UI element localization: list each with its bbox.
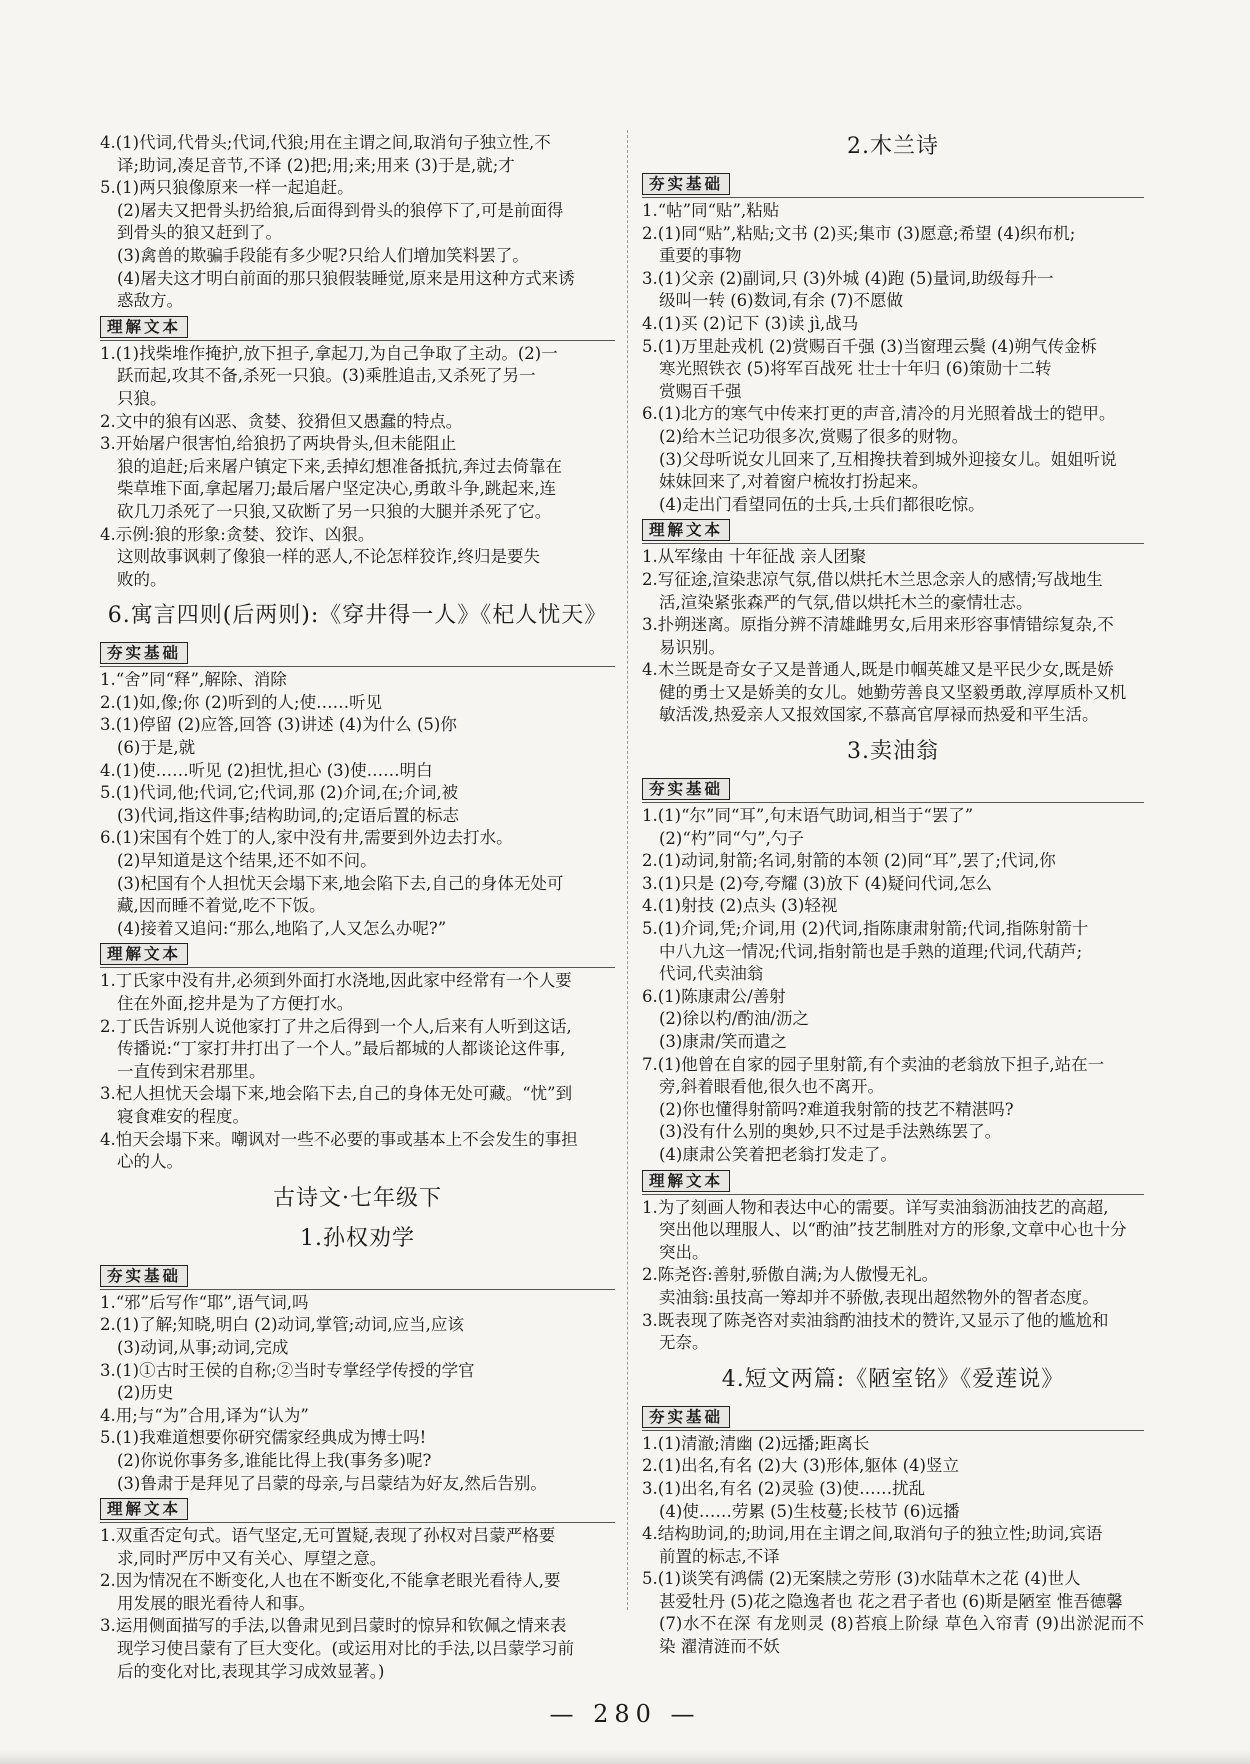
- answer-line: 2.丁氏告诉别人说他家打了井之后得到一个人,后来有人听到这话,: [100, 1016, 572, 1036]
- answer-line: 4.用;与“为”合用,译为“认为”: [100, 1405, 309, 1425]
- answer-line: (3)动词,从事;动词,完成: [117, 1337, 289, 1357]
- answer-line: (2)你说你事务多,谁能比得上我(事务多)呢?: [117, 1450, 432, 1470]
- answer-line: 卖油翁:虽技高一筹却并不骄傲,表现出超然物外的智者态度。: [659, 1287, 1099, 1307]
- answer-line: (2)给木兰记功很多次,赏赐了很多的财物。: [659, 426, 969, 446]
- answer-line: 6.(1)宋国有个姓丁的人,家中没有井,需要到外边去打水。: [100, 828, 513, 848]
- answer-line: 惑敌方。: [117, 291, 183, 311]
- answer-line: 1.(1)找柴堆作掩护,放下担子,拿起刀,为自己争取了主动。(2)一: [100, 343, 558, 363]
- answer-line: 级叫一转 (6)数词,有余 (7)不愿做: [659, 291, 903, 311]
- answer-line: (3)禽兽的欺骗手段能有多少呢?只给人们增加笑料罢了。: [117, 245, 529, 265]
- answer-line: 前置的标志,不译: [659, 1546, 780, 1566]
- answer-line: 3.(1)①古时王侯的自称;②当时专掌经学传授的学官: [100, 1360, 475, 1380]
- section-rule: [100, 639, 615, 667]
- right-column: [642, 132, 1144, 1659]
- answer-line: 2.写征途,渲染悲凉气氛,借以烘托木兰思念亲人的感情;写战地生: [642, 569, 1103, 589]
- answer-line: 无奈。: [659, 1333, 709, 1353]
- section-rule: [642, 775, 1144, 803]
- answer-line: (7)水不在深 有龙则灵 (8)苔痕上阶绿 草色入帘青 (9)出淤泥而不染 濯清涟而不妖: [659, 1614, 1144, 1657]
- section-title-mulan: 2.木兰诗: [847, 134, 939, 159]
- answer-line: (4)接着又追问:“那么,地陷了,人又怎么办呢?”: [117, 918, 447, 938]
- answer-line: 一直传到宋君那里。: [117, 1061, 266, 1081]
- answer-line: 藏,因而睡不着觉,吃不下饭。: [117, 896, 326, 916]
- section-rule: [642, 1403, 1144, 1431]
- answer-line: 用发展的眼光看待人和事。: [117, 1593, 315, 1613]
- lijie-list: [100, 343, 615, 592]
- section-label-lijie: 理解文本: [642, 1170, 730, 1192]
- answer-line: 易识别。: [659, 637, 725, 657]
- answer-line: 健的勇士又是娇美的女儿。她勤劳善良又坚毅勇敢,淳厚质朴又机: [659, 682, 1127, 702]
- section-label-lijie: 理解文本: [100, 1498, 188, 1520]
- answer-line: 活,渲染紧张森严的气氛,借以烘托木兰的豪情壮志。: [659, 592, 1033, 612]
- section-rule: [100, 1495, 615, 1523]
- answer-line: 3.既表现了陈尧咨对卖油翁酌油技术的赞许,又显示了他的尴尬和: [642, 1310, 1109, 1330]
- answer-line: 5.(1)介词,凭;介词,用 (2)代词,指陈康肃射箭;代词,指陈射箭十: [642, 919, 1089, 939]
- section-rule: [642, 516, 1144, 544]
- answer-line: 传播说:“丁家打井打出了一个人。”最后都城的人都谈论这件事,: [117, 1039, 566, 1059]
- answer-line: 3.运用侧面描写的手法,以鲁肃见到吕蒙时的惊异和钦佩之情来表: [100, 1616, 567, 1636]
- answer-line: 1.丁氏家中没有井,必须到外面打水浇地,因此家中经常有一个人要: [100, 971, 572, 991]
- answer-line: (6)于是,就: [117, 738, 196, 758]
- answer-line: 3.(1)只是 (2)夸,夸耀 (3)放下 (4)疑问代词,怎么: [642, 873, 992, 893]
- section-rule: [100, 940, 615, 968]
- answer-line: 这则故事讽刺了像狼一样的恶人,不论怎样狡诈,终归是要失: [117, 547, 540, 567]
- section-label-hangshi: 夯实基础: [642, 778, 730, 800]
- answer-line: 砍几刀杀死了一只狼,又砍断了另一只狼的大腿并杀死了它。: [117, 501, 552, 521]
- section-label-lijie: 理解文本: [100, 943, 188, 965]
- section-rule: [100, 313, 615, 341]
- answer-line: (3)康肃/笑而遣之: [659, 1032, 787, 1051]
- answer-line: (2)“杓”同“勺”,勺子: [659, 828, 804, 848]
- answer-line: 2.文中的狼有凶恶、贪婪、狡猾但又愚蠢的特点。: [100, 411, 463, 431]
- section-rule: [642, 170, 1144, 198]
- answer-line: 5.(1)万里赴戎机 (2)赏赐百千强 (3)当窗理云鬓 (4)朔气传金柝: [642, 336, 1097, 356]
- answer-line: (2)徐以杓/酌油/沥之: [659, 1009, 809, 1029]
- answer-line: 4.(1)使……听见 (2)担忧,担心 (3)使……明白: [100, 760, 433, 780]
- answer-line: (4)屠夫这才明白前面的那只狼假装睡觉,原来是用这种方式来诱: [117, 268, 575, 288]
- answer-line: 赏赐百千强: [659, 381, 742, 401]
- answer-line: (2)屠夫又把骨头扔给狼,后面得到骨头的狼停下了,可是前面得: [117, 200, 564, 220]
- lijie-list: [100, 970, 615, 1173]
- answer-line: 1.(1)“尔”同“耳”,句末语气助词,相当于“罢了”: [642, 806, 974, 826]
- answer-line: (2)早知道是这个结果,还不如不问。: [117, 851, 377, 871]
- section-label-lijie: 理解文本: [100, 316, 188, 338]
- grade-title: 古诗文·七年级下: [273, 1185, 442, 1211]
- answer-line: 3.(1)出名,有名 (2)灵验 (3)使……扰乱: [642, 1478, 926, 1498]
- lijie-list: [100, 1525, 615, 1683]
- section-label-hangshi: 夯实基础: [642, 173, 730, 195]
- hangshi-list: [100, 1292, 615, 1495]
- left-column: [100, 132, 615, 1683]
- answer-line: (4)康肃公笑着把老翁打发走了。: [659, 1144, 897, 1164]
- lijie-list: [642, 1197, 1144, 1355]
- answer-line: 2.(1)同“贴”,粘贴;文书 (2)买;集市 (3)愿意;希望 (4)织布机;: [642, 223, 1076, 243]
- answer-line: 狼的追赶;后来屠户镇定下来,丢掉幻想准备抵抗,奔过去倚靠在: [117, 456, 563, 476]
- answer-line: 1.“邪”后写作“耶”,语气词,吗: [100, 1292, 309, 1312]
- answer-line: 寒光照铁衣 (5)将军百战死 壮士十年归 (6)策勋十二转: [659, 359, 1052, 379]
- answer-line: (4)走出门看望同伍的士兵,士兵们都很吃惊。: [659, 494, 985, 514]
- answer-line: 5.(1)谈笑有鸿儒 (2)无案牍之劳形 (3)水陆草木之花 (4)世人: [642, 1569, 1081, 1589]
- section-label-hangshi: 夯实基础: [642, 1406, 730, 1428]
- answer-line: 1.(1)清澈;清幽 (2)远播;距离长: [642, 1433, 870, 1453]
- answer-line: 3.(1)停留 (2)应答,回答 (3)讲述 (4)为什么 (5)你: [100, 715, 457, 735]
- answer-line: 4.结构助词,的;助词,用在主谓之间,取消句子的独立性;助词,宾语: [642, 1524, 1103, 1544]
- hangshi-list: [642, 200, 1144, 516]
- answer-line: 3.(1)父亲 (2)副词,只 (3)外城 (4)跑 (5)量词,助级每升一: [642, 268, 1054, 288]
- answer-line: (4)使……劳累 (5)生枝蔓;长枝节 (6)远播: [659, 1501, 960, 1521]
- answer-line: 4.(1)代词,代骨头;代词,代狼;用在主谓之间,取消句子独立性,不: [100, 133, 551, 152]
- answer-line: 甚爱牡丹 (5)花之隐逸者也 花之君子者也 (6)斯是陋室 惟吾德馨: [659, 1591, 1123, 1611]
- answer-line: 求,同时严厉中又有关心、厚望之意。: [117, 1548, 387, 1568]
- answer-line: 1.“舍”同“释”,解除、消除: [100, 670, 287, 690]
- answer-line: 现学习使吕蒙有了巨大变化。(或运用对比的手法,以吕蒙学习前: [117, 1639, 575, 1659]
- answer-line: 后的变化对比,表现其学习成效显著。): [117, 1661, 385, 1681]
- answer-line: (3)杞国有个人担忧天会塌下来,地会陷下去,自己的身体无处可: [117, 873, 564, 893]
- column-divider: [627, 130, 628, 1610]
- answer-line: 寝食难安的程度。: [117, 1106, 249, 1126]
- answer-line: 5.(1)我难道想要你研究儒家经典成为博士吗!: [100, 1428, 427, 1448]
- answer-line: 1.从军缘由 十年征战 亲人团聚: [642, 547, 867, 567]
- answer-line: 2.因为情况在不断变化,人也在不断变化,不能拿老眼光看待人,要: [100, 1571, 561, 1591]
- section-title-loushiming: 4.短文两篇:《陋室铭》《爱莲说》: [721, 1366, 1065, 1392]
- answer-line: 4.(1)买 (2)记下 (3)读 jì,战马: [642, 313, 859, 333]
- answer-line: 1.“帖”同“贴”,粘贴: [642, 201, 780, 220]
- section-title-fable: 6.寓言四则(后两则):《穿井得一人》《杞人忧天》: [107, 603, 608, 629]
- answer-line: 2.(1)了解;知晓,明白 (2)动词,掌管;动词,应当,应该: [100, 1315, 464, 1335]
- answer-line: (3)代词,指这件事;结构助词,的;定语后置的标志: [117, 805, 459, 825]
- answer-line: 4.示例:狼的形象:贪婪、狡诈、凶狠。: [100, 524, 375, 544]
- hangshi-list: [642, 805, 1144, 1167]
- section-title-sunquan: 1.孙权劝学: [300, 1225, 415, 1251]
- answer-line: 3.开始屠户很害怕,给狼扔了两块骨头,但未能阻止: [100, 434, 457, 454]
- answer-line: 代词,代卖油翁: [659, 964, 764, 984]
- answer-line: 3.杞人担忧天会塌下来,地会陷下去,自己的身体无处可藏。“忧”到: [100, 1084, 573, 1104]
- answer-line: 5.(1)代词,他;代词,它;代词,那 (2)介词,在;介词,被: [100, 783, 459, 803]
- answer-line: 译;助词,凑足音节,不译 (2)把;用;来;用来 (3)于是,就;才: [117, 155, 515, 175]
- answer-line: 中八九这一情况;代词,指射箭也是手熟的道理;代词,代葫芦;: [659, 941, 1083, 961]
- section-title-maiyouweng: 3.卖油翁: [847, 739, 939, 765]
- answer-line: 7.(1)他曾在自家的园子里射箭,有个卖油的老翁放下担子,站在一: [642, 1054, 1105, 1074]
- answer-line: 6.(1)北方的寒气中传来打更的声音,清冷的月光照着战士的铠甲。: [642, 404, 1116, 424]
- page-bottom-shadow: [0, 1750, 1250, 1764]
- answer-line: 2.(1)出名,有名 (2)大 (3)形体,躯体 (4)竖立: [642, 1456, 959, 1476]
- answer-line: 妹妹回来了,对着窗户梳妆打扮起来。: [659, 472, 929, 492]
- hangshi-list: [100, 669, 615, 940]
- answer-line: 敏活泼,热爱亲人又报效国家,不慕高官厚禄而热爱和平生活。: [659, 705, 1099, 725]
- section-rule: [100, 1262, 615, 1290]
- answer-line: 只狼。: [117, 388, 167, 408]
- answer-line: 2.(1)动词,射箭;名词,射箭的本领 (2)同“耳”,罢了;代词,你: [642, 851, 1056, 871]
- answer-line: 跃而起,攻其不备,杀死一只狼。(3)乘胜追击,又杀死了另一: [117, 366, 536, 386]
- section-label-hangshi: 夯实基础: [100, 642, 188, 664]
- answer-line: 败的。: [117, 569, 167, 589]
- page-number: — 280 —: [549, 1700, 701, 1728]
- answer-line: 到骨头的狼又赶到了。: [117, 223, 282, 243]
- answer-line: 柴草堆下面,拿起屠刀;最后屠户坚定决心,勇敢斗争,跳起来,连: [117, 479, 557, 499]
- section-label-hangshi: 夯实基础: [100, 1265, 188, 1287]
- answer-line: 4.木兰既是奇女子又是普通人,既是巾帼英雄又是平民少女,既是娇: [642, 660, 1114, 680]
- section-rule: [642, 1167, 1144, 1195]
- answer-line: 2.(1)如,像;你 (2)听到的人;使……听见: [100, 692, 383, 712]
- left-top-list: [100, 132, 615, 313]
- answer-line: 1.双重否定句式。语气坚定,无可置疑,表现了孙权对吕蒙严格要: [100, 1526, 556, 1546]
- section-label-lijie: 理解文本: [642, 519, 730, 541]
- lijie-list: [642, 546, 1144, 727]
- answer-line: (2)历史: [117, 1383, 174, 1403]
- answer-line: 重要的事物: [659, 246, 742, 266]
- answer-line: (3)鲁肃于是拜见了吕蒙的母亲,与吕蒙结为好友,然后告别。: [117, 1473, 547, 1493]
- answer-line: (3)父母听说女儿回来了,互相搀扶着到城外迎接女儿。姐姐听说: [659, 449, 1117, 469]
- answer-line: 4.(1)射技 (2)点头 (3)轻视: [642, 896, 838, 916]
- answer-line: 住在外面,挖井是为了方便打水。: [117, 994, 354, 1013]
- hangshi-list: [642, 1433, 1144, 1659]
- answer-line: 1.为了刻画人物和表达中心的需要。详写卖油翁沥油技艺的高超,: [642, 1197, 1109, 1217]
- answer-line: 突出。: [659, 1242, 709, 1262]
- answer-line: 6.(1)陈康肃公/善射: [642, 986, 786, 1006]
- answer-line: 旁,斜着眼看他,很久也不离开。: [659, 1077, 884, 1097]
- answer-line: 突出他以理服人、以“酌油”技艺制胜对方的形象,文章中心也十分: [659, 1220, 1127, 1240]
- answer-line: 4.怕天会塌下来。嘲讽对一些不必要的事或基本上不会发生的事担: [100, 1129, 578, 1149]
- answer-line: (2)你也懂得射箭吗?难道我射箭的技艺不精湛吗?: [659, 1099, 1014, 1119]
- answer-line: 3.扑朔迷离。原指分辨不清雄雌男女,后用来形容事情错综复杂,不: [642, 615, 1114, 635]
- answer-line: 2.陈尧咨:善射,骄傲自满;为人傲慢无礼。: [642, 1265, 939, 1285]
- answer-line: 5.(1)两只狼像原来一样一起追赶。: [100, 178, 354, 198]
- answer-line: (3)没有什么别的奥妙,只不过是手法熟练罢了。: [659, 1122, 1002, 1142]
- answer-line: 心的人。: [117, 1152, 183, 1172]
